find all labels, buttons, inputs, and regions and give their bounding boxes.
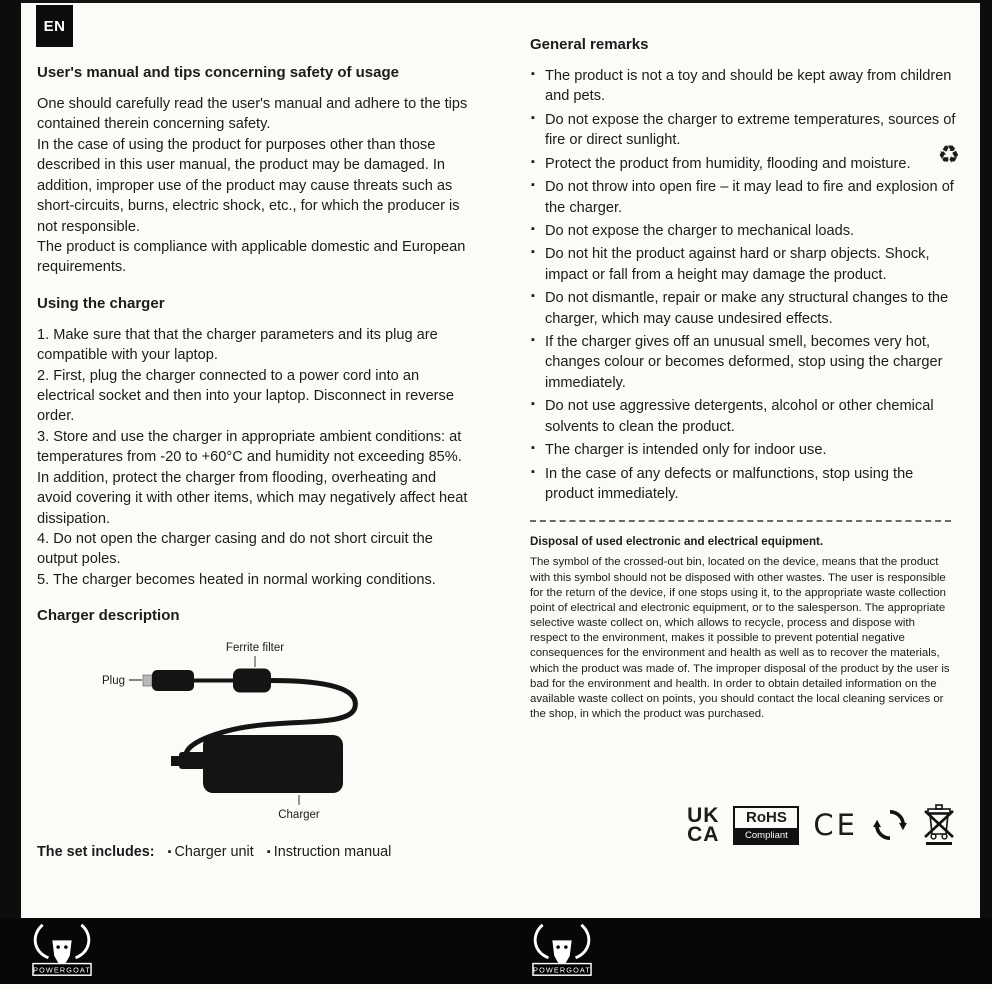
remark-item: ▪ The charger is intended only for indoor use.: [530, 440, 960, 460]
remark-item: ▪ If the charger gives off an unusual smell, becomes very hot, changes colour or becomes deformed, stop using the charger immediately.: [530, 332, 960, 393]
language-badge: EN: [36, 5, 73, 47]
remark-item: ▪ Do not hit the product against hard or sharp objects. Shock, impact or fall from a height may damage the product.: [530, 244, 960, 285]
charger-diagram: [37, 637, 470, 832]
ukca-logo: [687, 803, 720, 847]
usage-step: 5. The charger becomes heated in normal working conditions.: [37, 571, 436, 588]
ferrite-filter: [233, 669, 271, 693]
usage-step: 4. Do not open the charger casing and do not short circuit the output poles.: [37, 531, 433, 568]
remark-item: ▪ Do not throw into open fire – it may lead to fire and explosion of the charger.: [530, 177, 960, 218]
safety-heading: User's manual and tips concerning safety of usage: [37, 64, 399, 81]
disposal-body: The symbol of the crossed-out bin, located on the device, means that the product with this symbol should not be disposed with other wastes. The user is responsible for the return of the device, if one stops using it, to the appropriate waste collection point of electrical and electronic equipment, or to the salesperson. The appropriate selective waste collect on, which allows to recycle, process and dispose with respect to the environment, makes it possible to prevent potential negative consequences for the environment and health as well as to recover the materials, which the product was made of. The improper disposal of the product by the user is bad for the environment and health. In order to obtain detailed information on the available waste collect on points, you should contact the local cleaning services or the shop, in which the product was purchased.: [530, 556, 950, 720]
recycle-triangle-icon: ♻: [937, 140, 960, 169]
dc-connector: [179, 752, 205, 769]
remark-item: ▪ Protect the product from humidity, flooding and moisture.: [530, 154, 960, 174]
usage-heading: Using the charger: [37, 294, 165, 312]
right-border: [980, 0, 992, 984]
remark-item: ▪ Do not expose the charger to extreme temperatures, sources of fire or direct sunlight.: [530, 110, 960, 151]
brand-logo: [526, 921, 598, 986]
plug-prongs: [143, 675, 152, 686]
rohs-subtitle: Compliant: [735, 828, 797, 843]
left-column: [37, 64, 470, 860]
usage-step: 2. First, plug the charger connected to a power cord into an electrical socket and then into your laptop. Disconnect in reverse order.: [37, 367, 454, 425]
remark-item: ▪ The product is not a toy and should be kept away from children and pets.: [530, 66, 960, 107]
ukca-bottom-text: CA: [687, 823, 720, 847]
set-includes-label: The set includes:: [37, 844, 155, 861]
right-column: [530, 36, 960, 846]
remark-item: ▪ In the case of any defects or malfunctions, stop using the product immediately.: [530, 464, 960, 505]
charger-label: Charger: [278, 809, 320, 822]
safety-paragraph: One should carefully read the user's manual and adhere to the tips contained therein concerning safety.: [37, 96, 468, 133]
brand-logo: [26, 921, 98, 986]
left-border: [0, 0, 21, 984]
compliance-marks: [530, 804, 960, 846]
general-remarks-list: [530, 66, 960, 504]
safety-paragraph: In the case of using the product for purposes other than those described in this user manual, the product may be damaged. In addition, improper use of the product may cause threats such as short-circuits, burns, electric shock, etc., for which the producer is not responsible.: [37, 136, 460, 235]
recycle-circle-icon: [872, 807, 908, 843]
description-heading: Charger description: [37, 607, 180, 625]
brand-name: POWERGOAT: [533, 965, 591, 975]
ferrite-filter-label: Ferrite filter: [225, 642, 285, 655]
ukca-top-text: UK: [687, 803, 720, 827]
top-border: [0, 0, 992, 3]
usage-step: 3. Store and use the charger in appropriate ambient conditions: at temperatures from -20 to +60°C and humidity not exceeding 85%. In addition, protect the charger from flooding, overheating and avoid covering it with other items, which may negatively affect heat dissipation.: [37, 428, 468, 527]
remark-item: ▪ Do not expose the charger to mechanical loads.: [530, 221, 960, 241]
remark-item: ▪ Do not dismantle, repair or make any structural changes to the charger, which may cause undesired effects.: [530, 288, 960, 329]
rohs-title: RoHS: [746, 808, 787, 826]
charger-brick: [203, 735, 343, 793]
brand-name: POWERGOAT: [33, 965, 91, 975]
charger-diagram-drawing: [37, 637, 467, 827]
plug-label: Plug: [101, 675, 125, 688]
safety-paragraph: The product is compliance with applicable domestic and European requirements.: [37, 238, 466, 276]
usage-step: 1. Make sure that that the charger parameters and its plug are compatible with your laptop.: [37, 326, 438, 364]
remark-item: ▪ Do not use aggressive detergents, alcohol or other chemical solvents to clean the product.: [530, 396, 960, 437]
disposal-heading: Disposal of used electronic and electrical equipment.: [530, 535, 824, 549]
set-includes-item: ▪ Charger unit: [168, 844, 254, 860]
weee-bin-icon: [922, 804, 956, 846]
dashed-divider: [530, 520, 951, 522]
set-includes-item: ▪ Instruction manual: [267, 844, 392, 860]
set-includes: [37, 844, 470, 860]
rohs-logo: [733, 806, 799, 845]
footer-band: [0, 918, 992, 984]
ce-mark-icon: CE: [813, 808, 858, 843]
general-remarks-heading: General remarks: [530, 36, 649, 53]
plug-body: [152, 670, 194, 691]
